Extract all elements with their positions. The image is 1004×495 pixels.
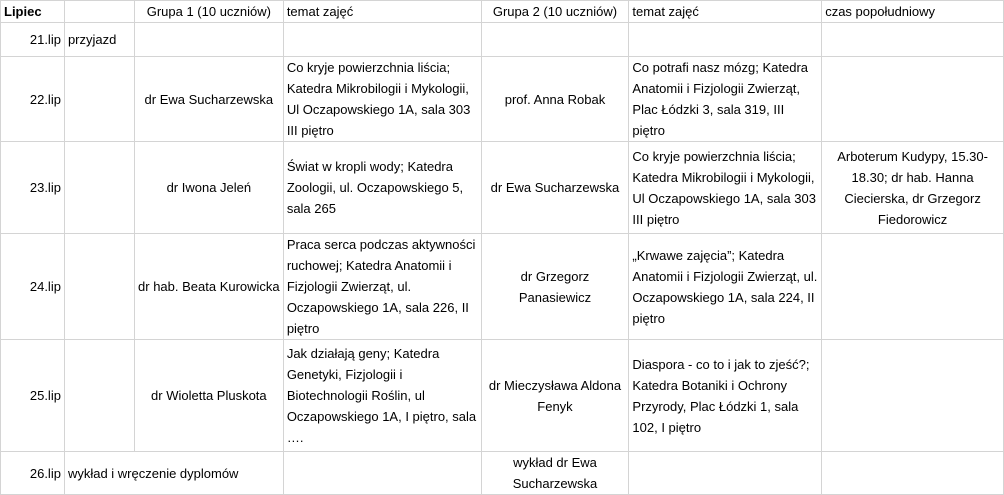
date-cell: 21.lip <box>1 23 65 57</box>
teacher2-cell: dr Grzegorz Panasiewicz <box>481 234 629 340</box>
teacher1-cell: dr Iwona Jeleń <box>134 142 283 234</box>
table-row <box>1 452 1004 495</box>
topic1-cell: Co kryje powierzchnia liścia; Katedra Mikrobilogii i Mykologii, Ul Oczapowskiego 1A, sala 303 III piętro <box>283 57 481 142</box>
teacher1-cell: dr Ewa Sucharzewska <box>134 57 283 142</box>
note-cell: wykład i wręczenie dyplomów <box>64 452 283 495</box>
topic1-cell: Świat w kropli wody; Katedra Zoologii, ul. Oczapowskiego 5, sala 265 <box>283 142 481 234</box>
teacher1-cell: dr hab. Beata Kurowicka <box>134 234 283 340</box>
topic2-cell: Co kryje powierzchnia liścia; Katedra Mikrobilogii i Mykologii, Ul Oczapowskiego 1A, sala 303 III piętro <box>629 142 822 234</box>
note-cell: przyjazd <box>64 23 134 57</box>
table-row <box>1 234 1004 340</box>
topic2-cell: Co potrafi nasz mózg; Katedra Anatomii i Fizjologii Zwierząt, Plac Łódzki 3, sala 319, III piętro <box>629 57 822 142</box>
topic2-header: temat zajęć <box>629 1 822 23</box>
table-row <box>1 23 1004 57</box>
topic1-header: temat zajęć <box>283 1 481 23</box>
topic2-cell: „Krwawe zajęcia”; Katedra Anatomii i Fizjologii Zwierząt, ul. Oczapowskiego 1A, sala 224, II piętro <box>629 234 822 340</box>
teacher2-cell: prof. Anna Robak <box>481 57 629 142</box>
group1-header: Grupa 1 (10 uczniów) <box>134 1 283 23</box>
teacher2-cell: dr Mieczysława Aldona Fenyk <box>481 340 629 452</box>
teacher2-cell: dr Ewa Sucharzewska <box>481 142 629 234</box>
topic1-cell: Praca serca podczas aktywności ruchowej; Katedra Anatomii i Fizjologii Zwierząt, ul. Oczapowskiego 1A, sala 226, II piętro <box>283 234 481 340</box>
afternoon-header: czas popołudniowy <box>822 1 1004 23</box>
date-cell: 25.lip <box>1 340 65 452</box>
date-cell: 26.lip <box>1 452 65 495</box>
topic2-cell: Diaspora - co to i jak to zjeść?; Katedra Botaniki i Ochrony Przyrody, Plac Łódzki 1, sala 102, I piętro <box>629 340 822 452</box>
month-header: Lipiec <box>1 1 65 23</box>
table-row <box>1 57 1004 142</box>
date-cell: 22.lip <box>1 57 65 142</box>
afternoon-cell: Arboterum Kudypy, 15.30-18.30; dr hab. Hanna Ciecierska, dr Grzegorz Fiedorowicz <box>822 142 1004 234</box>
date-cell: 24.lip <box>1 234 65 340</box>
topic1-cell: Jak działają geny; Katedra Genetyki, Fizjologii i Biotechnologii Roślin, ul Oczapowskiego 1A, I piętro, sala …. <box>283 340 481 452</box>
group2-header: Grupa 2 (10 uczniów) <box>481 1 629 23</box>
teacher2-cell: wykład dr Ewa Sucharzewska <box>481 452 629 495</box>
table-row <box>1 142 1004 234</box>
date-cell: 23.lip <box>1 142 65 234</box>
teacher1-cell: dr Wioletta Pluskota <box>134 340 283 452</box>
header-row <box>1 1 1004 23</box>
table-row <box>1 340 1004 452</box>
